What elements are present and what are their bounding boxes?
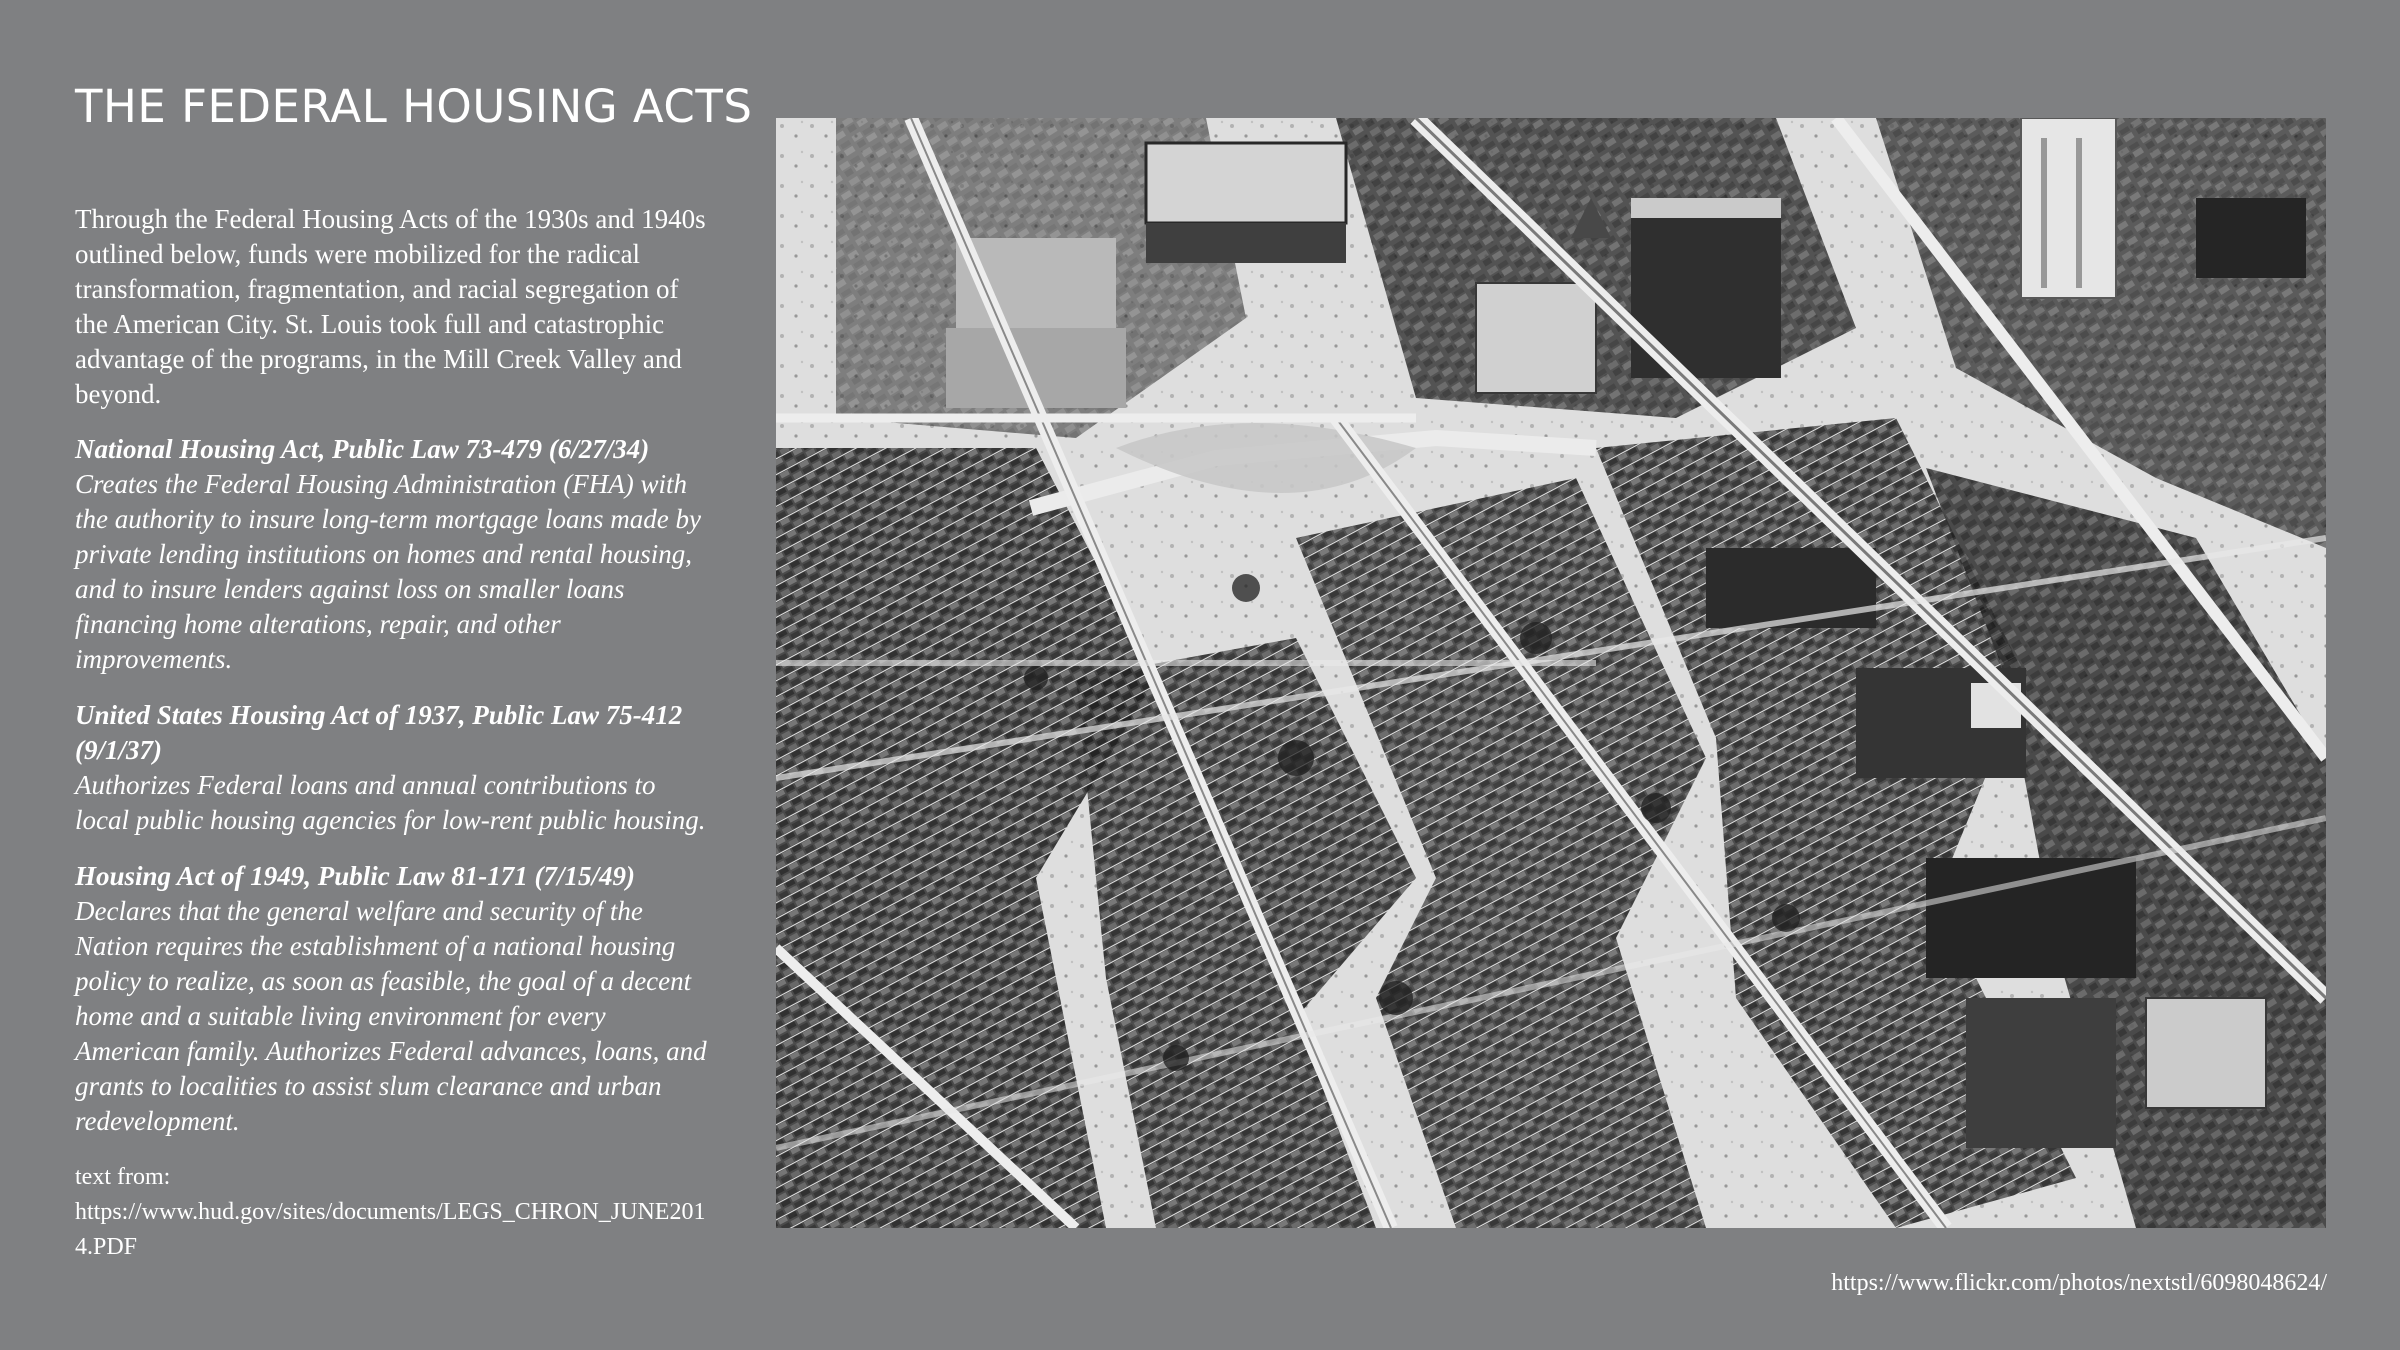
source-citation xyxy=(75,1160,715,1265)
act-us-housing-act-1937 xyxy=(75,698,715,838)
intro-paragraph: Through the Federal Housing Acts of the 1930s and 1940s outlined below, funds were mobilized for the radical transformation, fragmentation, and racial segregation of the American City. St. Louis took full and catastrophic advantage of the programs, in the Mill Creek Valley and beyond. xyxy=(75,204,706,409)
act-description: Authorizes Federal loans and annual contributions to local public housing agencies for low-rent public housing. xyxy=(75,770,706,835)
act-title: National Housing Act, Public Law 73-479 (6/27/34) xyxy=(75,434,650,464)
aerial-photo-image xyxy=(776,118,2326,1228)
act-title: United States Housing Act of 1937, Public Law 75-412 (9/1/37) xyxy=(75,700,683,765)
act-description: Declares that the general welfare and security of the Nation requires the establishment of a national housing policy to realize, as soon as feasible, the goal of a decent home and a suitable living environment for every American family. Authorizes Federal advances, loans, and grants to localities to assist slum clearance and urban redevelopment. xyxy=(75,896,707,1136)
act-housing-act-1949 xyxy=(75,859,715,1139)
text-column xyxy=(75,202,715,1265)
act-description: Creates the Federal Housing Administration (FHA) with the authority to insure long-term mortgage loans made by private lending institutions on homes and rental housing, and to insure lenders against loss on smaller loans financing home alterations, repair, and other improvements. xyxy=(75,469,701,674)
aerial-city-photo xyxy=(776,118,2326,1228)
act-national-housing-act xyxy=(75,432,715,677)
photo-source-link[interactable]: https://www.flickr.com/photos/nextstl/6098048624/ xyxy=(1831,1270,2327,1296)
page-title: THE FEDERAL HOUSING ACTS xyxy=(75,80,753,133)
source-link[interactable]: https://www.hud.gov/sites/documents/LEGS_CHRON_JUNE2014.PDF xyxy=(75,1199,706,1260)
act-title: Housing Act of 1949, Public Law 81-171 (7/15/49) xyxy=(75,861,635,891)
source-label: text from: xyxy=(75,1164,171,1190)
